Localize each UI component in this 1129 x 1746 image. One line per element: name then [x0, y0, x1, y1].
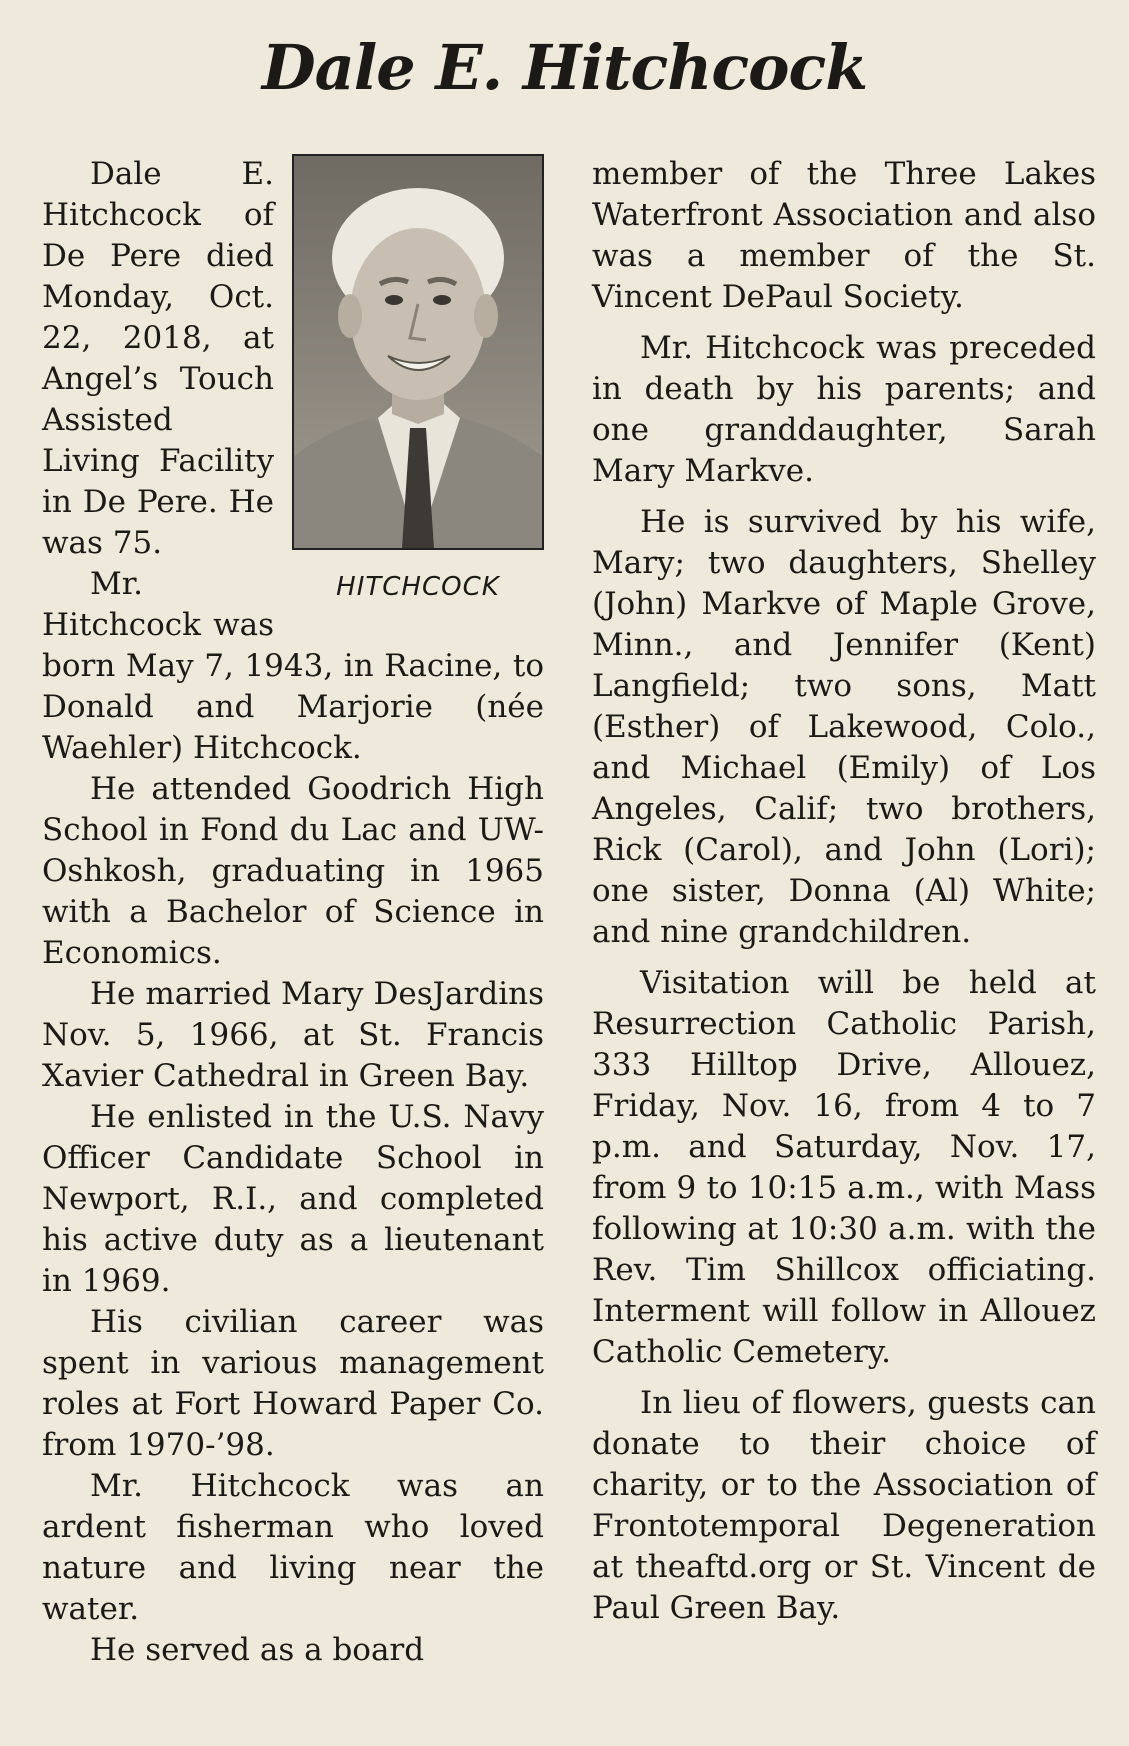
paragraph-marriage: He married Mary DesJardins Nov. 5, 1966, at St. Francis Xavier Cathedral in Green Bay.: [42, 976, 544, 1094]
paragraph-hobbies: Mr. Hitchcock was an ardent fisherman who loved nature and living near the water.: [42, 1468, 544, 1627]
obituary-title: Dale E. Hitchcock: [261, 31, 868, 104]
left-column: [42, 154, 544, 1671]
paragraph-navy: He enlisted in the U.S. Navy Officer Candidate School in Newport, R.I., and completed his active duty as a lieutenant in 1969.: [42, 1099, 544, 1299]
paragraph-preceded: Mr. Hitchcock was preceded in death by his parents; and one granddaughter, Sarah Mary Markve.: [592, 330, 1096, 489]
portrait-figure: [292, 154, 544, 606]
paragraph-death-notice: Dale E. Hitchcock of De Pere died Monday, Oct. 22, 2018, at Angel’s Touch Assisted Living Facility in De Pere. He was 75.: [42, 156, 274, 561]
paragraph-memorials: In lieu of flowers, guests can donate to their choice of charity, or to the Association of Frontotemporal Degeneration at theaftd.org or St. Vincent de Paul Green Bay.: [592, 1385, 1096, 1626]
paragraph-board-continued: member of the Three Lakes Waterfront Association and also was a member of the St. Vincent DePaul Society.: [592, 156, 1096, 315]
paragraph-career: His civilian career was spent in various management roles at Fort Howard Paper Co. from 1970-’98.: [42, 1304, 544, 1463]
portrait-photo: [292, 154, 544, 550]
photo-caption: HITCHCOCK: [336, 572, 500, 602]
paragraph-survivors: He is survived by his wife, Mary; two daughters, Shelley (John) Markve of Maple Grove, Minn., and Jennifer (Kent) Langfield; two sons, Matt (Esther) of Lakewood, Colo., and Michael (Emily) of Los Angeles, Calif; two brothers, Rick (Carol), and John (Lori); one sister, Donna (Al) White; and nine grandchildren.: [592, 504, 1096, 950]
paragraph-birth: Mr. Hitchcock was born May 7, 1943, in Racine, to Donald and Marjorie (née Waehler) Hitchcock.: [42, 566, 544, 766]
paragraph-board-start: He served as a board: [90, 1632, 425, 1668]
paragraph-education: He attended Goodrich High School in Fond du Lac and UW-Oshkosh, graduating in 1965 with a Bachelor of Science in Economics.: [42, 771, 544, 971]
paragraph-visitation: Visitation will be held at Resurrection Catholic Parish, 333 Hilltop Drive, Allouez, Friday, Nov. 16, from 4 to 7 p.m. and Saturday, Nov. 17, from 9 to 10:15 a.m., with Mass following at 10:30 a.m. with the Rev. Tim Shillcox officiating. Interment will follow in Allouez Catholic Cemetery.: [592, 965, 1096, 1370]
right-column: [592, 154, 1096, 1629]
